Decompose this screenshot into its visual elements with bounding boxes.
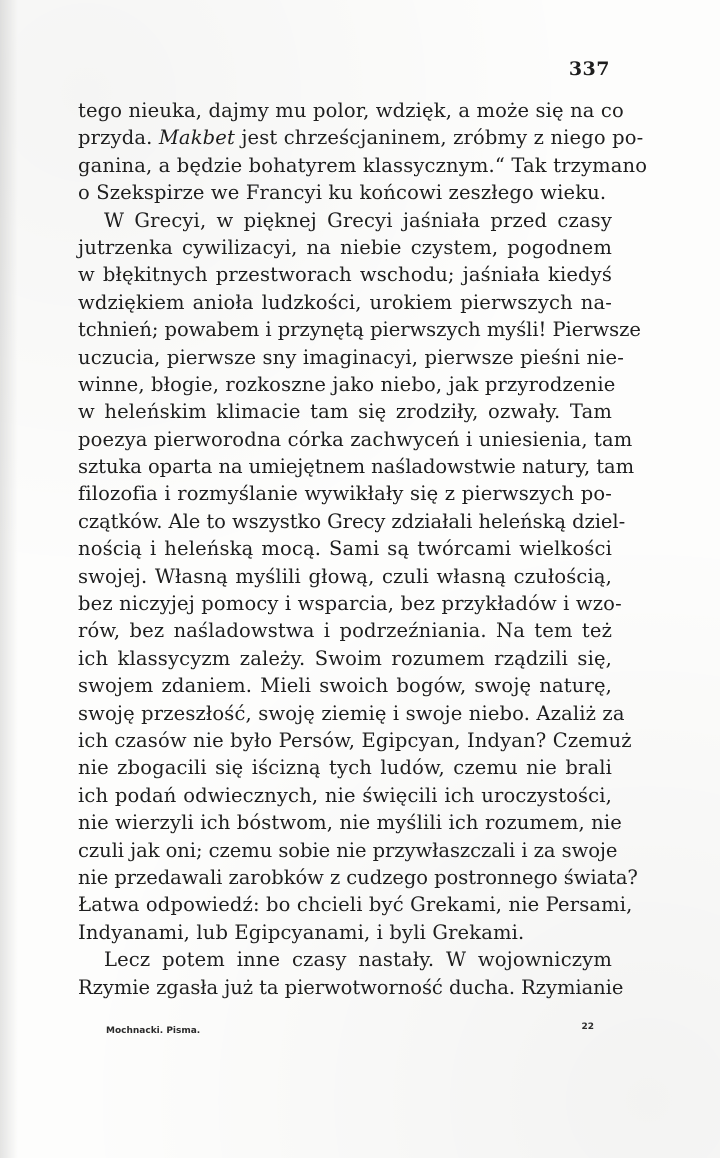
text-line: czątków. Ale to wszystko Grecy zdziałali heleńską dziel-	[78, 509, 626, 533]
text-line: czuli jak oni; czemu sobie nie przywłaszczali i za swoje	[78, 838, 618, 862]
text-line: o Szekspirze we Francyi ku końcowi zeszłego wieku.	[78, 181, 607, 205]
text-line: sztuka oparta na umiejętnem naśladowstwie natury, tam	[78, 455, 635, 479]
page-edge-shadow	[0, 0, 18, 1158]
page-number: 337	[568, 58, 610, 80]
text-line: Indyanami, lub Egipcyanami, i byli Grekami.	[78, 920, 525, 944]
italic-title: Makbet	[158, 126, 235, 150]
text-line: nie wierzyli ich bóstwom, nie myślili ich rozumem, nie	[78, 811, 622, 835]
text-line: jutrzenka cywilizacyi, na niebie czystem, pogodnem	[78, 235, 612, 259]
text-line: ich czasów nie było Persów, Egipcyan, Indyan? Czemuż	[78, 728, 632, 752]
text-line: w błękitnych przestworach wschodu; jaśniała kiedyś	[78, 263, 612, 287]
text-line: filozofia i rozmyślanie wywikłały się z pierwszych po-	[78, 482, 612, 506]
paragraph-start-line: Lecz potem inne czasy nastały. W wojowniczym	[104, 948, 612, 972]
text-line: tchnień; powabem i przynętą pierwszych myśli! Pierwsze	[78, 318, 641, 342]
text-line: nie zbogacili się iścizną tych ludów, czemu nie brali	[78, 756, 612, 780]
text-line: rów, bez naśladowstwa i podrzeźniania. Na tem też	[78, 619, 612, 643]
text-line: ich podań odwiecznych, nie święcili ich uroczystości,	[78, 783, 612, 807]
text-line: uczucia, pierwsze sny imaginacyi, pierwsze pieśni nie-	[78, 345, 624, 369]
text-line: winne, błogie, rozkoszne jako niebo, jak przyrodzenie	[78, 372, 616, 396]
text-line: ich klassycyzm zależy. Swoim rozumem rządzili się,	[78, 646, 612, 670]
text-line-with-italic: przyda. Makbet jest chrześcjaninem, zróbmy z niego po-	[78, 126, 644, 150]
text-line: ganina, a będzie bohatyrem klassycznym.“ Tak trzymano	[78, 153, 648, 177]
body-text	[78, 97, 648, 1001]
text-line: tego nieuka, dajmy mu polor, wdzięk, a może się na co	[78, 99, 624, 122]
text-line: wdziękiem anioła ludzkości, urokiem pierwszych na-	[78, 290, 612, 314]
text-line: w heleńskim klimacie tam się zrodziły, ozwały. Tam	[78, 400, 612, 424]
text-line: swoję przeszłość, swoję ziemię i swoje niebo. Azaliż za	[78, 701, 625, 725]
text-line: bez niczyjej pomocy i wsparcia, bez przykładów i wzo-	[78, 592, 622, 616]
text-line: swojem zdaniem. Mieli swoich bogów, swoję naturę,	[78, 674, 612, 698]
text-line: Łatwa odpowiedź: bo chcieli być Grekami, nie Persami,	[78, 893, 633, 917]
text-line: swojej. Własną myślili głową, czuli własną czułością,	[78, 564, 612, 588]
paragraph-start-line: W Grecyi, w pięknej Grecyi jaśniała przed czasy	[104, 208, 612, 232]
text-line: nością i heleńską mocą. Sami są twórcami wielkości	[78, 537, 612, 561]
text-line: Rzymie zgasła już ta pierwotworność ducha. Rzymianie	[78, 975, 624, 999]
text-line: nie przedawali zarobków z cudzego postronnego świata?	[78, 865, 638, 889]
text-line: poezya pierworodna córka zachwyceń i uniesienia, tam	[78, 427, 633, 451]
signature-number: 22	[581, 1022, 594, 1032]
signature-mark: Mochnacki. Pisma.	[106, 1026, 201, 1036]
